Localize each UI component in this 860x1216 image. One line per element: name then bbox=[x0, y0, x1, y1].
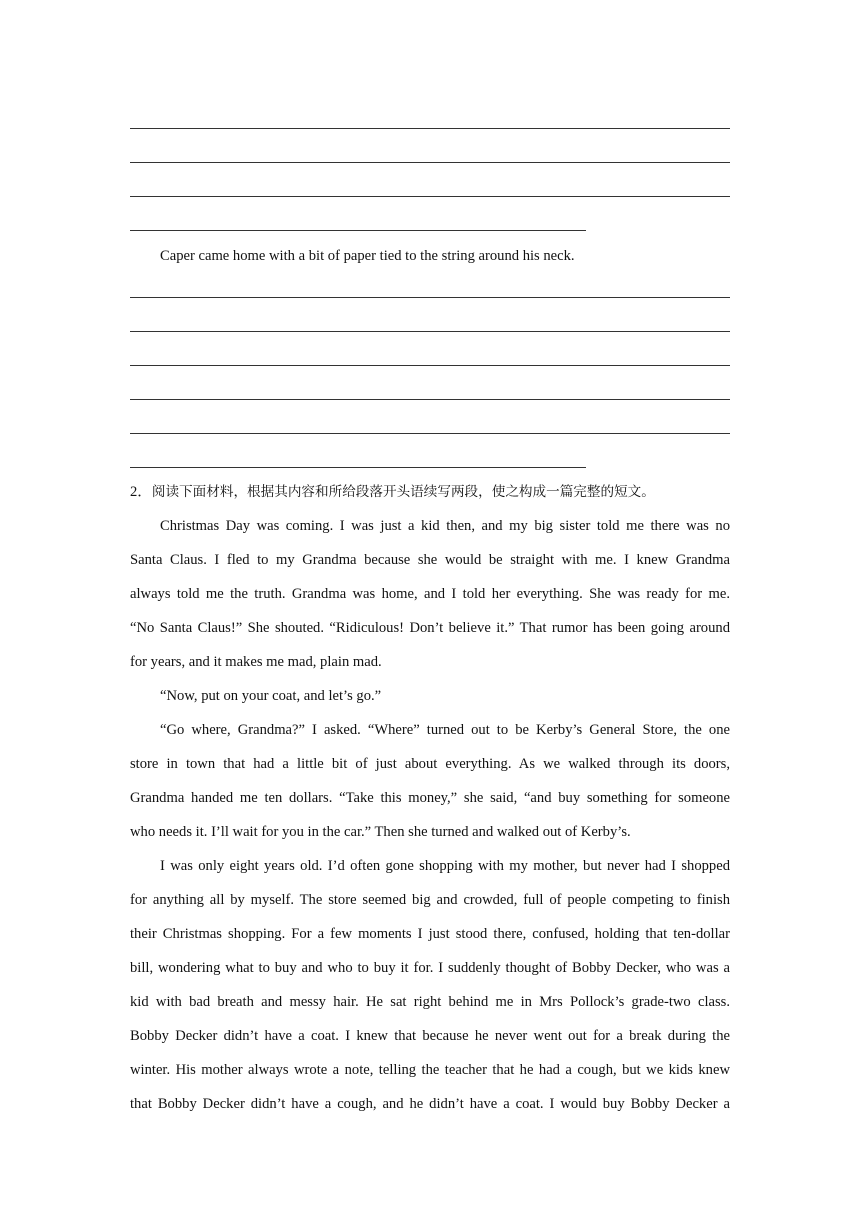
answer-line[interactable] bbox=[130, 297, 730, 298]
answer-line[interactable] bbox=[130, 365, 730, 366]
passage-line: “Now, put on your coat, and let’s go.” bbox=[160, 688, 382, 704]
passage-line: for anything all by myself. The store seemed big and crowded, full of people competing to finish bbox=[130, 892, 730, 908]
passage-line: store in town that had a little bit of just about everything. As we walked through its doors, bbox=[130, 756, 730, 772]
passage-line: for years, and it makes me mad, plain mad. bbox=[130, 654, 382, 670]
answer-line[interactable] bbox=[130, 128, 730, 129]
answer-line[interactable] bbox=[130, 331, 730, 332]
answer-line[interactable] bbox=[130, 230, 586, 231]
passage-line: Santa Claus. I fled to my Grandma because she would be straight with me. I knew Grandma bbox=[130, 552, 730, 568]
answer-line[interactable] bbox=[130, 433, 730, 434]
passage-line: “Go where, Grandma?” I asked. “Where” turned out to be Kerby’s General Store, the one bbox=[160, 722, 730, 738]
passage-line: Bobby Decker didn’t have a coat. I knew that because he never went out for a break during the bbox=[130, 1028, 730, 1044]
paragraph-opening-prompt: Caper came home with a bit of paper tied to the string around his neck. bbox=[160, 248, 575, 264]
question-number: 2． bbox=[130, 484, 152, 500]
passage-line: Christmas Day was coming. I was just a kid then, and my big sister told me there was no bbox=[160, 518, 730, 534]
passage-line: I was only eight years old. I’d often gone shopping with my mother, but never had I shopped bbox=[160, 858, 730, 874]
passage-line: their Christmas shopping. For a few moments I just stood there, confused, holding that ten-dollar bbox=[130, 926, 730, 942]
passage-line: who needs it. I’ll wait for you in the car.” Then she turned and walked out of Kerby’s. bbox=[130, 824, 631, 840]
question-instruction: 阅读下面材料，根据其内容和所给段落开头语续写两段，使之构成一篇完整的短文。 bbox=[151, 484, 655, 500]
question-2-heading bbox=[130, 482, 730, 502]
passage-line: “No Santa Claus!” She shouted. “Ridiculous! Don’t believe it.” That rumor has been going around bbox=[130, 620, 730, 636]
passage-line: that Bobby Decker didn’t have a cough, and he didn’t have a coat. I would buy Bobby Decker a bbox=[130, 1096, 730, 1112]
answer-line[interactable] bbox=[130, 196, 730, 197]
passage-line: bill, wondering what to buy and who to buy it for. I suddenly thought of Bobby Decker, who was a bbox=[130, 960, 730, 976]
passage-line: winter. His mother always wrote a note, telling the teacher that he had a cough, but we kids knew bbox=[130, 1062, 730, 1078]
answer-line[interactable] bbox=[130, 467, 586, 468]
answer-line[interactable] bbox=[130, 399, 730, 400]
passage-line: kid with bad breath and messy hair. He sat right behind me in Mrs Pollock’s grade-two class. bbox=[130, 994, 730, 1010]
answer-line[interactable] bbox=[130, 162, 730, 163]
passage-line: Grandma handed me ten dollars. “Take this money,” she said, “and buy something for someone bbox=[130, 790, 730, 806]
passage-line: always told me the truth. Grandma was home, and I told her everything. She was ready for me. bbox=[130, 586, 730, 602]
